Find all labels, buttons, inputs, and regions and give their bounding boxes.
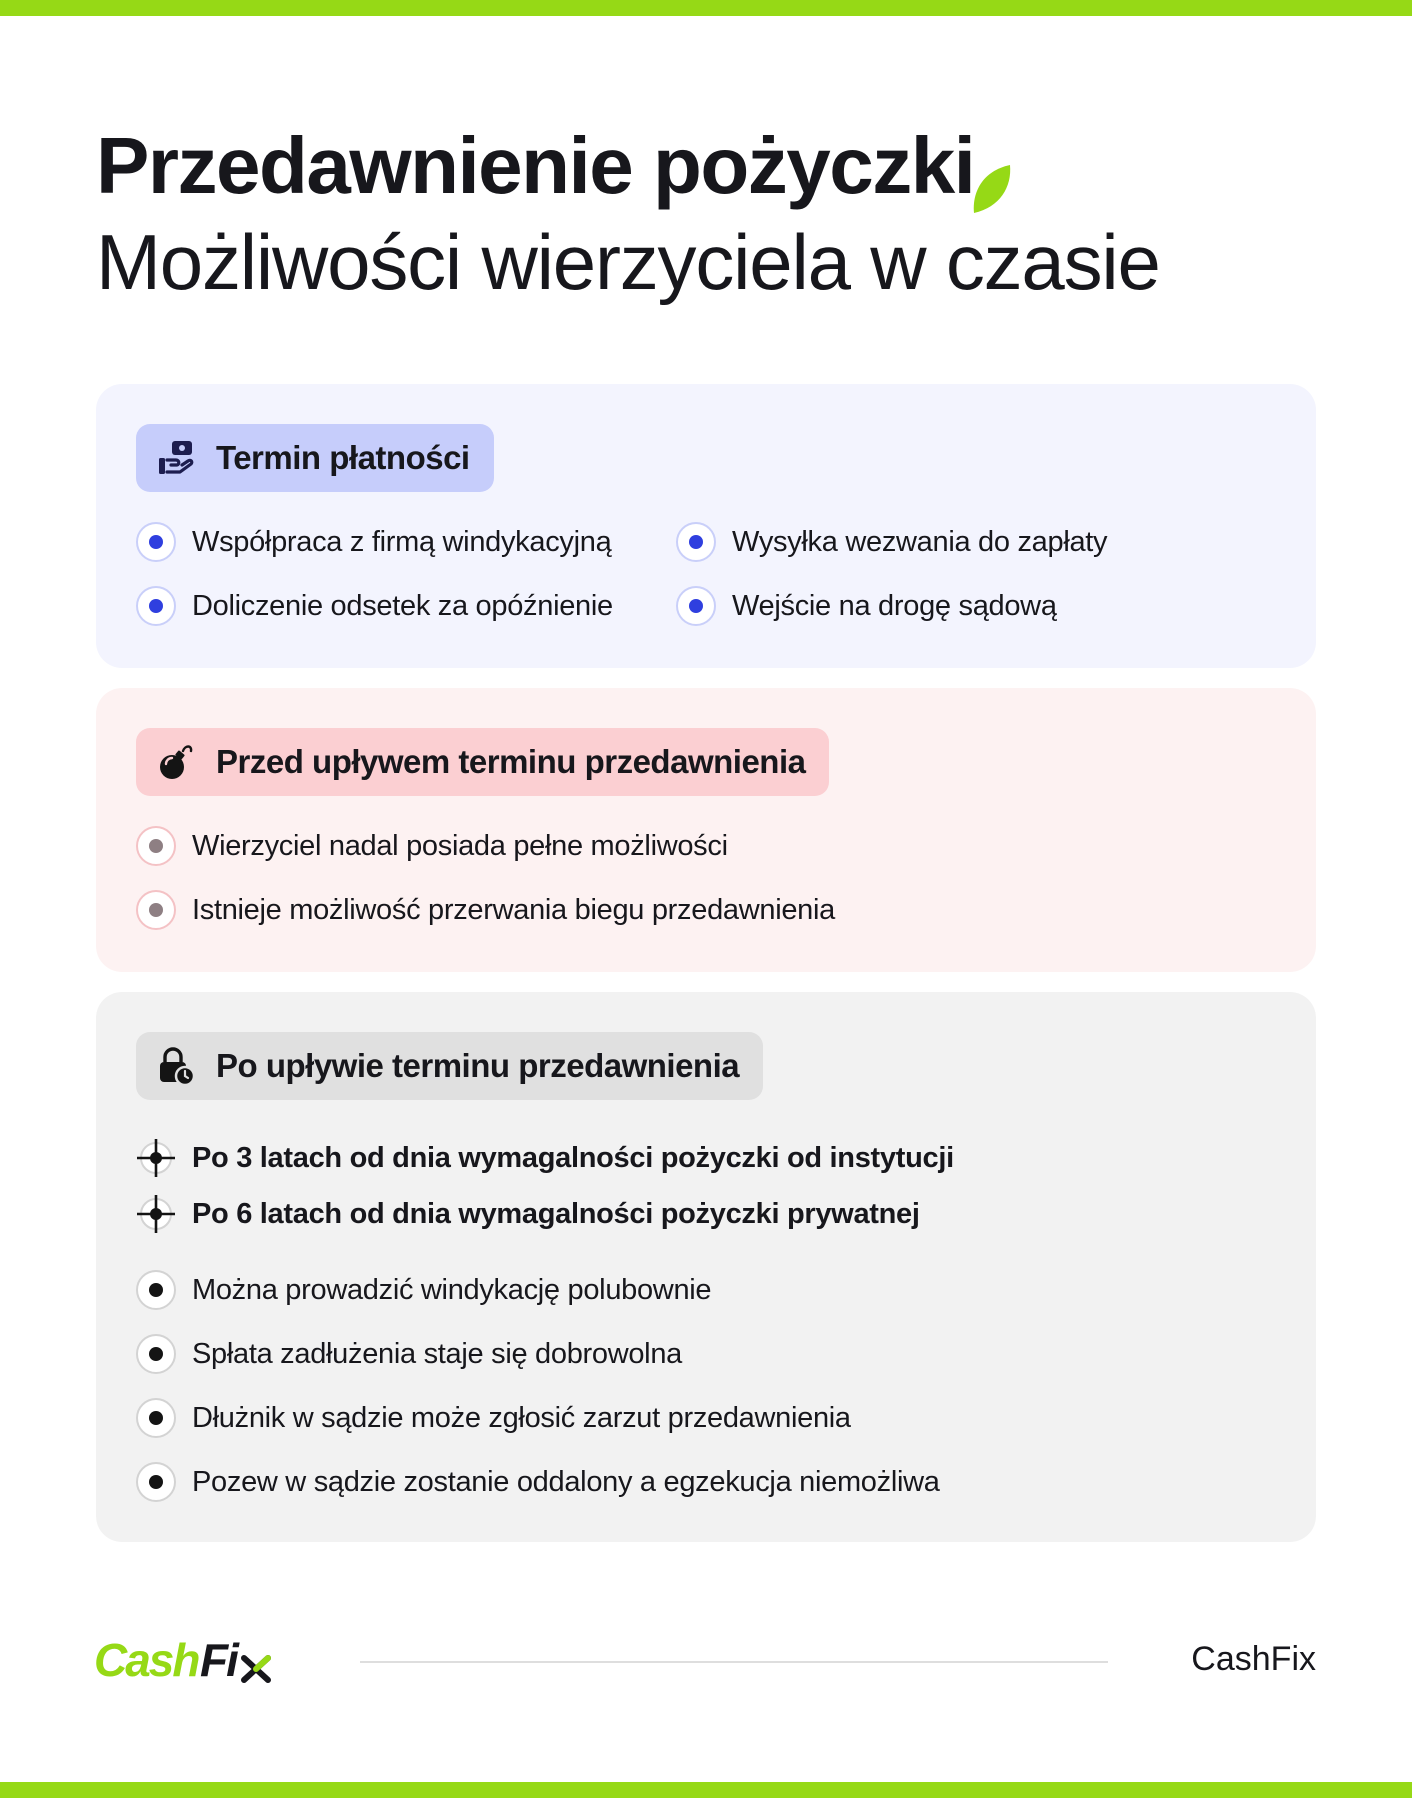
page-subtitle: Możliwości wierzyciela w czasie (96, 218, 1160, 306)
list-item-text: Doliczenie odsetek za opóźnienie (192, 589, 613, 622)
list-item-text: Spłata zadłużenia staje się dobrowolna (192, 1337, 682, 1370)
milestone-item (136, 1138, 954, 1178)
svg-text:Fi: Fi (200, 1636, 237, 1686)
list-item (136, 586, 613, 626)
after-limitation-heading (136, 1032, 763, 1100)
payment-term-heading-text: Termin płatności (216, 439, 470, 476)
before-limitation-heading-text: Przed upływem terminu przedawnienia (216, 743, 806, 780)
bullet-icon (676, 586, 716, 626)
list-item-text: Wejście na drogę sądową (732, 589, 1057, 622)
before-limitation-heading (136, 728, 829, 796)
bullet-icon (676, 522, 716, 562)
bullet-icon (136, 1462, 176, 1502)
after-limitation-card (96, 992, 1316, 1542)
list-item-text: Współpraca z firmą windykacyjną (192, 525, 612, 558)
cashfix-logo (94, 1636, 284, 1693)
list-item (676, 586, 1057, 626)
list-item-text: Dłużnik w sądzie może zgłosić zarzut przedawnienia (192, 1401, 851, 1434)
footer-divider (360, 1661, 1108, 1663)
bullet-icon (136, 1270, 176, 1310)
list-item (136, 1334, 682, 1374)
list-item-text: Pozew w sądzie zostanie oddalony a egzekucja niemożliwa (192, 1465, 940, 1498)
target-icon (136, 1194, 176, 1234)
bullet-icon (136, 826, 176, 866)
list-item-text: Wysyłka wezwania do zapłaty (732, 525, 1108, 558)
list-item (136, 826, 728, 866)
after-limitation-heading-text: Po upływie terminu przedawnienia (216, 1047, 740, 1084)
hand-money-icon (156, 438, 196, 478)
bullet-icon (136, 1398, 176, 1438)
top-accent-bar (0, 0, 1412, 16)
bullet-icon (136, 1334, 176, 1374)
list-item-text: Istnieje możliwość przerwania biegu przedawnienia (192, 893, 835, 926)
target-icon (136, 1138, 176, 1178)
payment-term-card (96, 384, 1316, 668)
lock-clock-icon (156, 1046, 196, 1086)
bullet-icon (136, 890, 176, 930)
svg-text:Cash: Cash (94, 1636, 199, 1686)
milestone-text: Po 6 latach od dnia wymagalności pożyczki prywatnej (192, 1197, 920, 1230)
bullet-icon (136, 586, 176, 626)
page-title-text: Przedawnienie pożyczki (96, 121, 975, 210)
list-item-text: Można prowadzić windykację polubownie (192, 1273, 712, 1306)
list-item (136, 1462, 940, 1502)
bomb-icon (156, 742, 196, 782)
list-item (136, 522, 611, 562)
list-item (136, 890, 835, 930)
list-item-text: Wierzyciel nadal posiada pełne możliwości (192, 829, 728, 862)
bullet-icon (136, 522, 176, 562)
footer-brand: CashFix (1191, 1640, 1316, 1678)
bottom-accent-bar (0, 1782, 1412, 1798)
milestone-item (136, 1194, 920, 1234)
payment-term-heading (136, 424, 494, 492)
list-item (136, 1398, 851, 1438)
list-item (136, 1270, 711, 1310)
before-limitation-card (96, 688, 1316, 972)
milestone-text: Po 3 latach od dnia wymagalności pożyczki od instytucji (192, 1141, 954, 1174)
list-item (676, 522, 1107, 562)
